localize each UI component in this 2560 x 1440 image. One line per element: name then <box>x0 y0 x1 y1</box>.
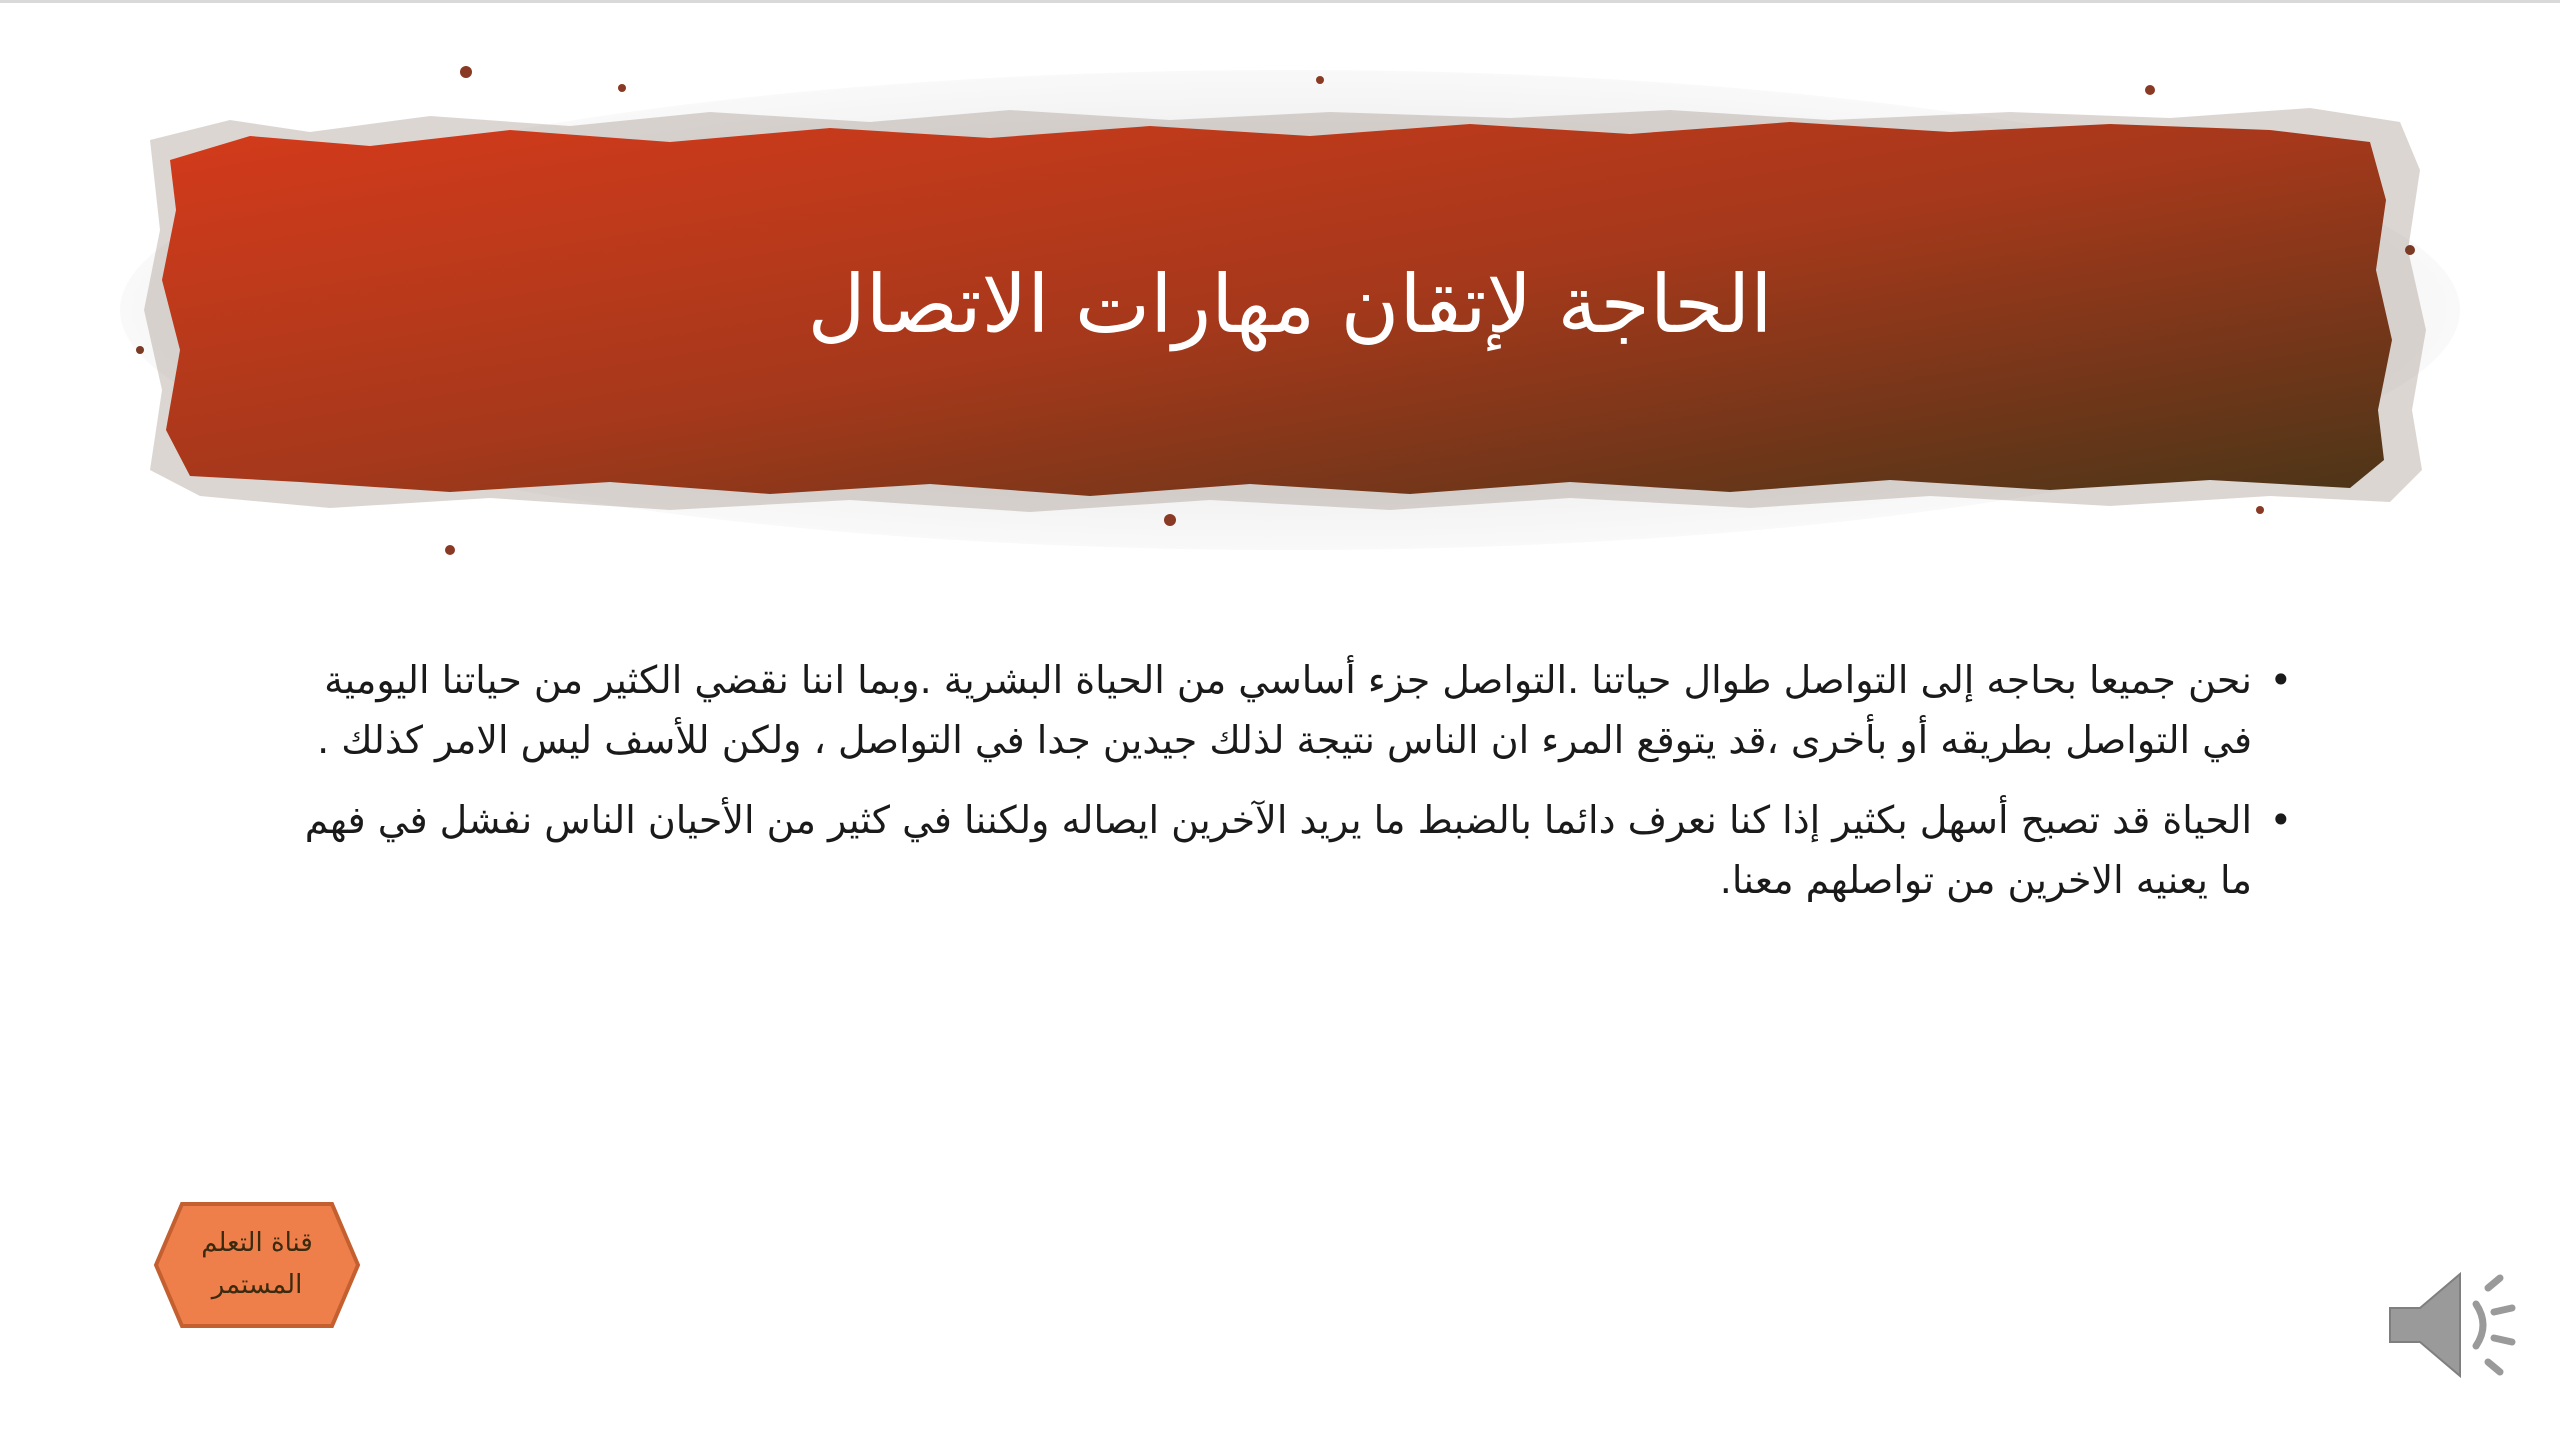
list-item <box>300 650 2300 770</box>
badge-label <box>172 1222 342 1312</box>
channel-badge[interactable] <box>152 1200 362 1330</box>
bullet-dot: • <box>2269 658 2292 702</box>
audio-button[interactable] <box>2380 1260 2530 1390</box>
bullet-text-1: نحن جميعا بحاجه إلى التواصل طوال حياتنا .التواصل جزء أساسي من الحياة البشرية .وبما اننا نقضي الكثير من حياتنا اليومية في التواصل بطريقه أو بأخرى ،قد يتوقع المرء ان الناس نتيجة لذلك جيدين جدا في التواصل ، ولكن للأسف ليس الامر كذلك . <box>317 658 2252 762</box>
speaker-icon <box>2380 1260 2530 1390</box>
badge-line-2: المستمر <box>211 1270 303 1300</box>
badge-line-1: قناة التعلم <box>201 1228 313 1258</box>
bullet-list <box>300 650 2300 980</box>
list-item <box>300 790 2300 910</box>
bullet-dot: • <box>2269 798 2292 842</box>
bullet-text-2: الحياة قد تصبح أسهل بكثير إذا كنا نعرف دائما بالضبط ما يريد الآخرين ايصاله ولكننا في كثير من الأحيان الناس نفشل في فهم ما يعنيه الاخرين من تواصلهم معنا. <box>304 798 2252 902</box>
title-banner <box>110 50 2470 570</box>
top-divider <box>0 0 2560 3</box>
page-title: الحاجة لإتقان مهارات الاتصال <box>807 258 1773 351</box>
